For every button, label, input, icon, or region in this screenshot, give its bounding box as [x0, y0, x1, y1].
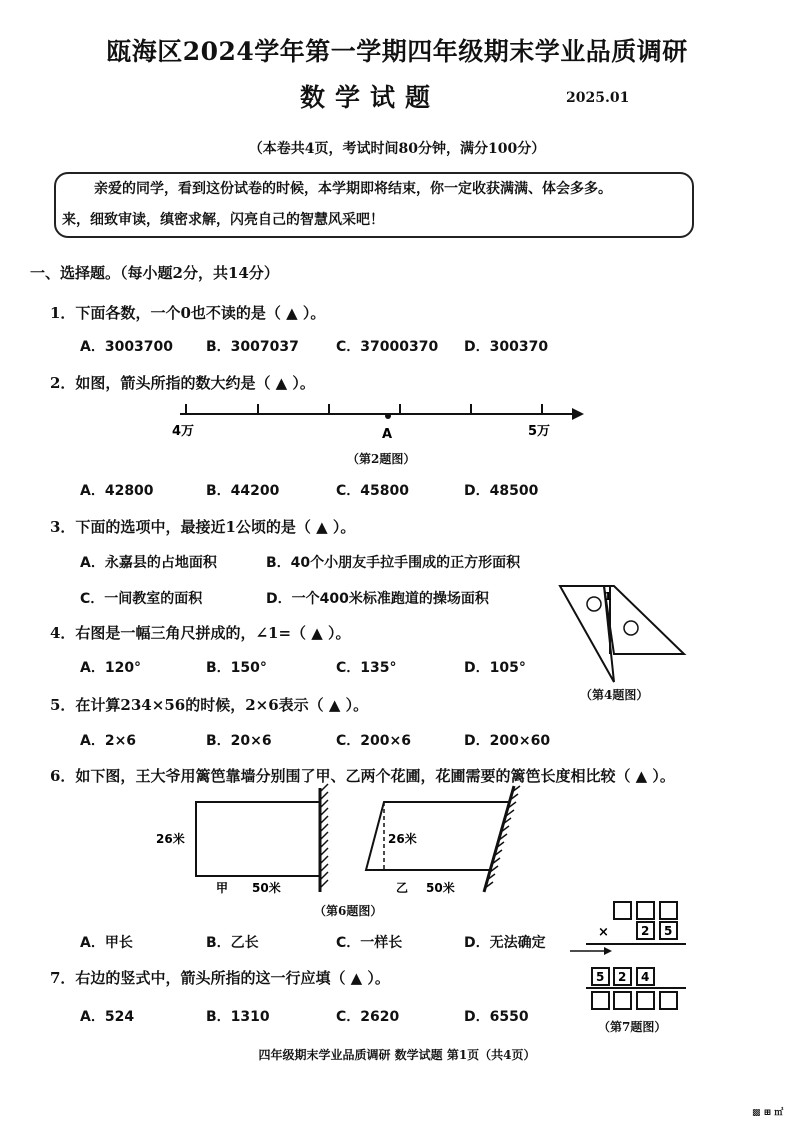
q5-option-b[interactable]: B．20×6 [206, 733, 272, 749]
q7-partial-5: 5 [596, 970, 605, 984]
q2-option-d[interactable]: D．48500 [464, 483, 539, 499]
q6-rect-width: 50米 [252, 881, 281, 895]
q2-option-a[interactable]: A．42800 [80, 483, 154, 499]
q7-option-a[interactable]: A．524 [80, 1009, 135, 1025]
question-1-stem: 1．下面各数，一个0也不读的是（ ▲ ）。 [50, 304, 326, 322]
q6-option-a[interactable]: A．甲长 [80, 935, 133, 951]
q3-option-a[interactable]: A．永嘉县的占地面积 [80, 555, 217, 571]
q6-para-height: 26米 [388, 832, 417, 846]
q7-digit-5: 5 [664, 924, 673, 938]
q5-option-d[interactable]: D．200×60 [464, 733, 551, 749]
q2-label-5wan: 5万 [528, 424, 551, 439]
q7-option-d[interactable]: D．6550 [464, 1009, 529, 1025]
q5-option-c[interactable]: C．200×6 [336, 733, 411, 749]
q4-option-b[interactable]: B．150° [206, 660, 267, 676]
q7-option-b[interactable]: B．1310 [206, 1009, 270, 1025]
q2-label-4wan: 4万 [172, 424, 195, 439]
question-2-stem: 2．如图，箭头所指的数大约是（ ▲ ）。 [50, 374, 315, 392]
q2-label-a: A [382, 427, 393, 442]
q2-option-c[interactable]: C．45800 [336, 483, 409, 499]
q6-rect-height: 26米 [156, 832, 185, 846]
q5-option-a[interactable]: A．2×6 [80, 733, 137, 749]
q7-option-c[interactable]: C．2620 [336, 1009, 400, 1025]
q4-option-d[interactable]: D．105° [464, 660, 526, 676]
q3-option-c[interactable]: C．一间教室的面积 [80, 591, 203, 607]
page-footer: 四年级期末学业品质调研 数学试题 第1页（共4页） [258, 1048, 536, 1062]
question-7-stem: 7．右边的竖式中，箭头所指的这一行应填（ ▲ ）。 [50, 969, 390, 987]
question-6-stem: 6．如下图，王大爷用篱笆靠墙分别围了甲、乙两个花圃，花圃需要的篱笆长度相比较（ ▲ ）。 [50, 767, 675, 785]
question-7-options [80, 1006, 529, 1026]
question-4-stem: 4．右图是一幅三角尺拼成的，∠1=（ ▲ ）。 [50, 624, 351, 642]
q6-para-width: 50米 [426, 881, 455, 895]
q6-rect-name: 甲 [216, 881, 229, 895]
q4-caption: （第4题图） [580, 688, 649, 702]
q7-caption: （第7题图） [598, 1020, 667, 1034]
q7-partial-2: 2 [618, 970, 627, 984]
q1-option-c[interactable]: C．37000370 [336, 339, 439, 355]
q4-angle-label: 1 [604, 590, 612, 603]
question-3-stem: 3．下面的选项中，最接近1公顷的是（ ▲ ）。 [50, 518, 356, 536]
q6-para-name: 乙 [396, 881, 409, 895]
q7-digit-2: 2 [641, 924, 650, 938]
q6-caption: （第6题图） [314, 904, 383, 918]
q4-option-c[interactable]: C．135° [336, 660, 397, 676]
q4-option-a[interactable]: A．120° [80, 660, 142, 676]
q1-option-b[interactable]: B．3007037 [206, 339, 299, 355]
exam-date: 2025.01 [566, 90, 630, 106]
q6-option-d[interactable]: D．无法确定 [464, 935, 546, 951]
q3-option-b[interactable]: B．40个小朋友手拉手围成的正方形面积 [266, 555, 521, 571]
q6-option-b[interactable]: B．乙长 [206, 935, 259, 951]
q7-times-sign: × [598, 925, 609, 940]
q6-option-c[interactable]: C．一样长 [336, 935, 403, 951]
exam-subtitle: 数学试题 [300, 83, 441, 112]
exam-note: （本卷共4页，考试时间80分钟，满分100分） [248, 141, 546, 157]
q3-option-d[interactable]: D．一个400米标准跑道的操场面积 [266, 591, 489, 607]
q7-partial-4: 4 [641, 970, 650, 984]
qr-mark-icon: ▩ ⊞ ㎡ [752, 1108, 784, 1118]
q1-option-d[interactable]: D．300370 [464, 339, 549, 355]
q1-option-a[interactable]: A．3003700 [80, 339, 174, 355]
exam-title: 瓯海区2024学年第一学期四年级期末学业品质调研 [106, 37, 688, 66]
greeting-line-2: 来，细致审读，缜密求解，闪亮自己的智慧风采吧！ [62, 212, 384, 228]
q2-caption: （第2题图） [347, 452, 416, 466]
q2-option-b[interactable]: B．44200 [206, 483, 280, 499]
question-5-stem: 5．在计算234×56的时候，2×6表示（ ▲ ）。 [50, 696, 369, 714]
section-heading: 一、选择题。（每小题2分，共14分） [30, 264, 279, 282]
greeting-line-1: 亲爱的同学，看到这份试卷的时候，本学期即将结束，你一定收获满满、体会多多。 [94, 181, 612, 197]
